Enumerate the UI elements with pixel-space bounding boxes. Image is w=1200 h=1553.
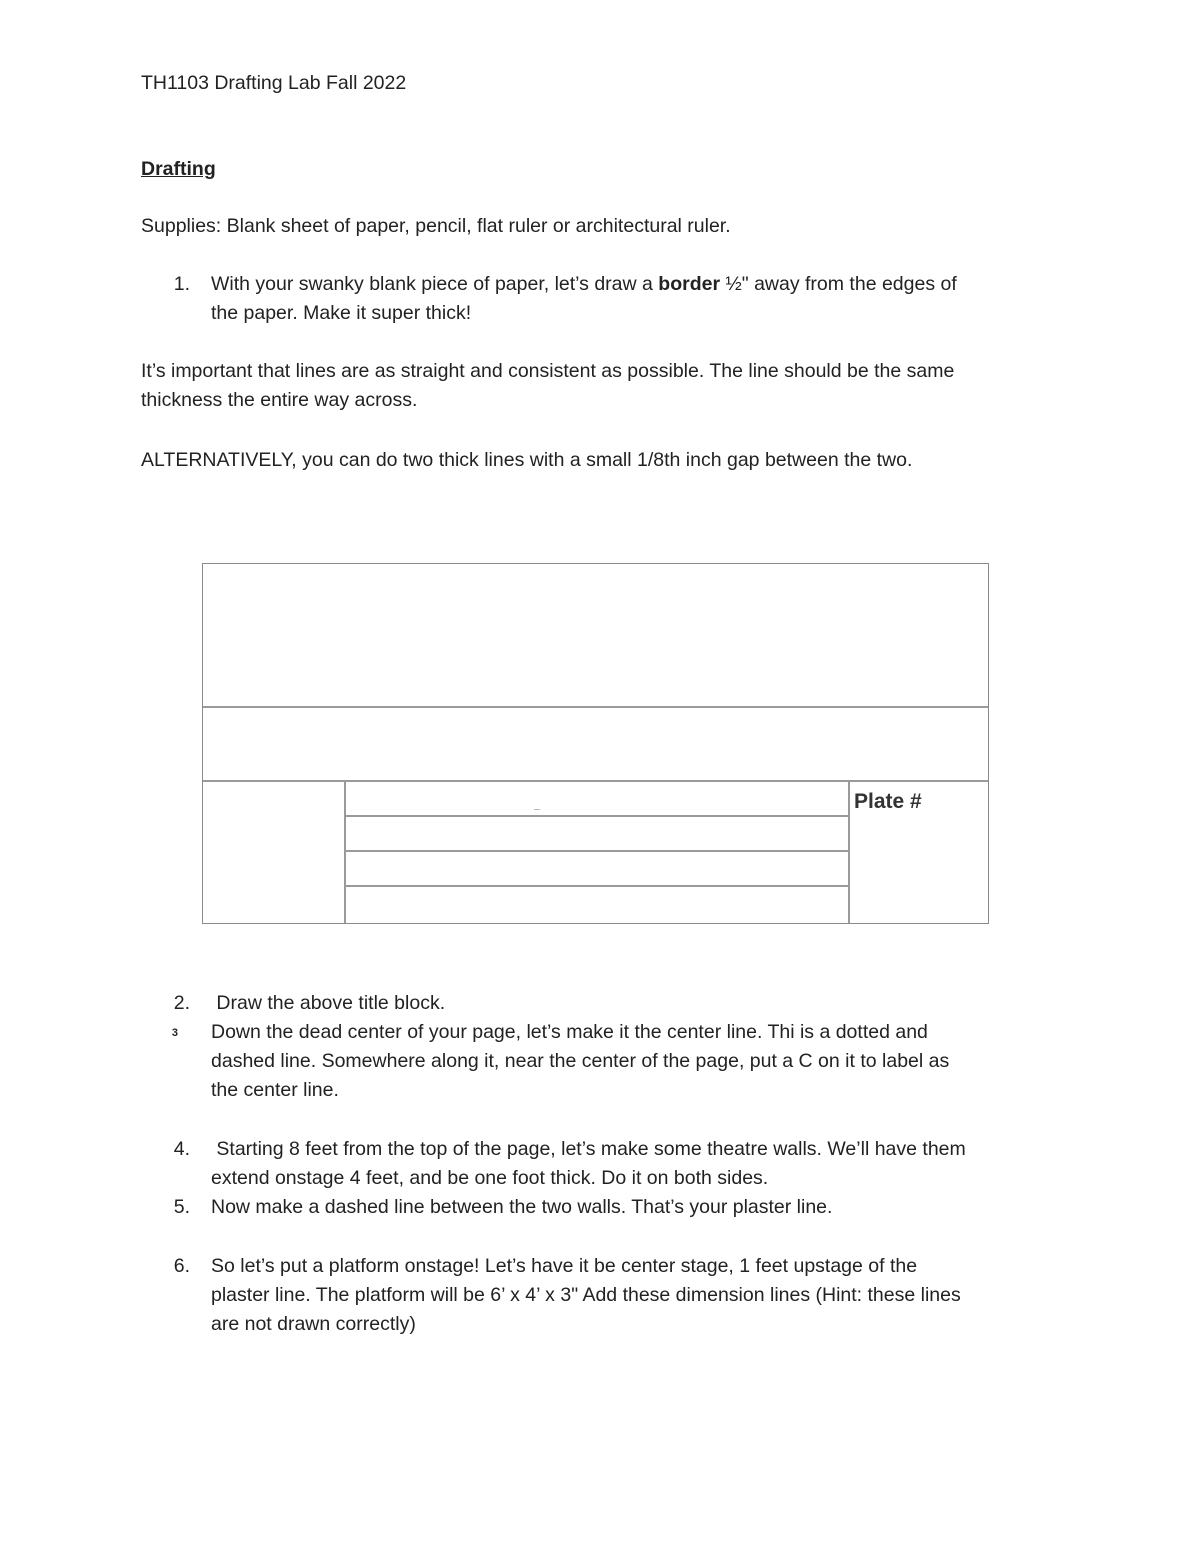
section-title: Drafting xyxy=(141,158,216,180)
step-1-number: 1. xyxy=(173,273,190,295)
supplies-paragraph: Supplies: Blank sheet of paper, pencil, flat ruler or architectural ruler. xyxy=(141,215,731,237)
step-4-text xyxy=(211,1135,1061,1193)
step-3-line-1: Down the dead center of your page, let’s make it the center line. Thi is a dotted and xyxy=(211,1021,928,1043)
step-3-line-3: the center line. xyxy=(211,1079,339,1101)
step-1-text xyxy=(211,270,1061,328)
step-4-line-2: extend onstage 4 feet, and be one foot thick. Do it on both sides. xyxy=(211,1167,769,1189)
title-block-middle-row xyxy=(203,708,988,782)
step-3-line-2: dashed line. Somewhere along it, near the center of the page, put a C on it to label as xyxy=(211,1050,950,1072)
title-block-strip xyxy=(346,852,848,887)
title-block-plate-cell xyxy=(848,782,988,923)
step-5-number: 5. xyxy=(173,1196,190,1218)
step-3-number: 3 xyxy=(171,1027,178,1039)
step-6-line-3: are not drawn correctly) xyxy=(211,1313,416,1335)
step-5-line-1: Now make a dashed line between the two walls. That’s your plaster line. xyxy=(211,1196,833,1218)
alternatively-paragraph: ALTERNATIVELY, you can do two thick lines with a small 1/8th inch gap between the two. xyxy=(141,449,913,471)
step-1-bold-word: border xyxy=(658,273,721,295)
title-block-strip xyxy=(346,782,848,817)
title-block-center-strips xyxy=(346,782,848,923)
title-block-strip xyxy=(346,887,848,922)
plate-label: Plate # xyxy=(854,790,922,813)
important-paragraph-line-1: It’s important that lines are as straight and consistent as possible. The line should be the same xyxy=(141,360,955,382)
step-1-line-1 xyxy=(211,270,1061,299)
step-2-line-1: Draw the above title block. xyxy=(211,992,446,1014)
title-block-tick-mark xyxy=(534,809,540,810)
step-6-line-1: So let’s put a platform onstage! Let’s have it be center stage, 1 feet upstage of the xyxy=(211,1255,918,1277)
step-1-line-1-start: With your swanky blank piece of paper, let’s draw a xyxy=(211,273,659,295)
step-3-text xyxy=(211,1018,1061,1105)
title-block-left-cell xyxy=(203,782,346,923)
page-header: TH1103 Drafting Lab Fall 2022 xyxy=(141,72,407,94)
step-6-line-2: plaster line. The platform will be 6’ x 4’ x 3" Add these dimension lines (Hint: these lines xyxy=(211,1284,961,1306)
step-1-line-2: the paper. Make it super thick! xyxy=(211,302,472,324)
step-4-number: 4. xyxy=(173,1138,190,1160)
step-4-line-1: Starting 8 feet from the top of the page, let’s make some theatre walls. We’ll have them xyxy=(211,1138,966,1160)
title-block-figure xyxy=(202,563,989,924)
step-6-text xyxy=(211,1252,1061,1339)
step-6-number: 6. xyxy=(173,1255,190,1277)
step-1-line-1-end: ½" away from the edges of xyxy=(720,273,957,295)
title-block-top-area xyxy=(203,564,988,708)
title-block-strip xyxy=(346,817,848,852)
step-5-text xyxy=(211,1193,1061,1222)
step-2-text xyxy=(211,989,1061,1018)
important-paragraph-line-2: thickness the entire way across. xyxy=(141,389,418,411)
step-2-number: 2. xyxy=(173,992,190,1014)
